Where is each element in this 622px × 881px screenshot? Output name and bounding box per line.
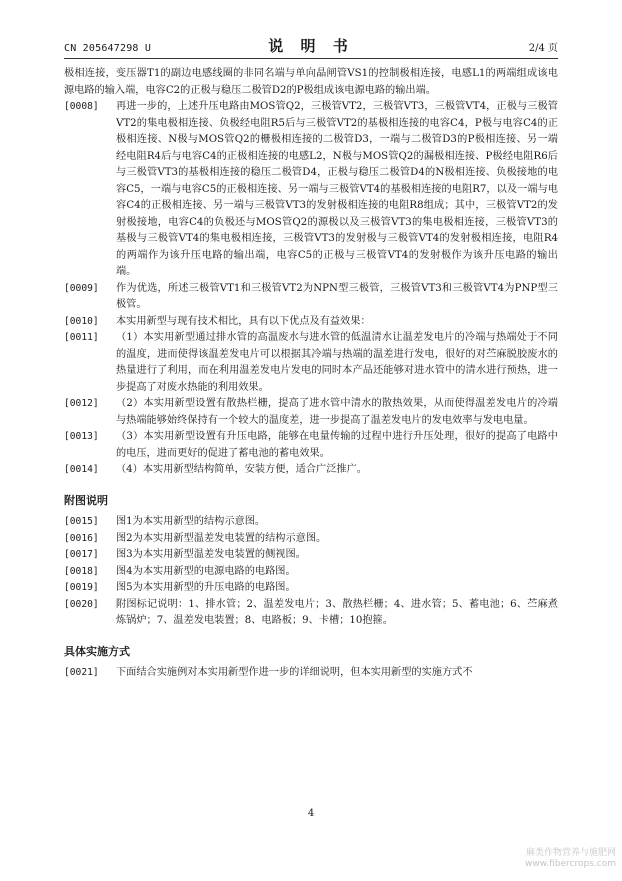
intro-continuation: 极相连接，变压器T1的副边电感线圈的非同名端与单向晶闸管VS1的控制极相连接，电感L1的两端组成该电源电路的输入端，电容C2的正极与稳压二极管D2的P极组成该电源电路的输出端。 bbox=[64, 68, 558, 96]
paragraph-text: 图4为本实用新型的电源电路的电路图。 bbox=[116, 565, 296, 577]
paragraph-text: 图1为本实用新型的结构示意图。 bbox=[116, 516, 266, 527]
paragraph bbox=[64, 580, 558, 597]
paragraph bbox=[64, 547, 558, 564]
paragraph-number: [0008] bbox=[64, 101, 99, 112]
watermark-url: www.fibercrops.com bbox=[525, 859, 616, 869]
paragraph-number: [0019] bbox=[64, 582, 99, 593]
paragraph-text: 图5为本实用新型的升压电路的电路图。 bbox=[116, 582, 296, 593]
paragraph-text: 本实用新型与现有技术相比，具有以下优点及有益效果： bbox=[116, 315, 371, 327]
watermark bbox=[525, 848, 616, 870]
paragraph-number: [0018] bbox=[64, 565, 99, 577]
paragraph-text: 附图标记说明：1、排水管；2、温差发电片；3、散热栏栅；4、进水管；5、蓄电池；6、苎麻煮炼锅炉；7、温差发电装置；8、电路板；9、卡槽；10抱箍。 bbox=[116, 598, 558, 626]
paragraph bbox=[64, 330, 558, 396]
paragraph-number: [0020] bbox=[64, 598, 99, 610]
paragraph bbox=[64, 597, 558, 630]
page-header bbox=[64, 32, 558, 59]
paragraph-number: [0013] bbox=[64, 431, 99, 442]
paragraph-number: [0021] bbox=[64, 667, 99, 678]
paragraph bbox=[64, 514, 558, 531]
paragraph bbox=[64, 396, 558, 429]
patent-number: CN 205647298 U bbox=[64, 43, 152, 54]
paragraph-group-embodiment bbox=[64, 665, 558, 682]
paragraph-text: （4）本实用新型结构简单，安装方便，适合广泛推广。 bbox=[116, 464, 367, 475]
paragraph-number: [0016] bbox=[64, 532, 99, 544]
paragraph-text: （1）本实用新型通过排水管的高温废水与进水管的低温清水让温差发电片的冷端与热端处于不同的温度，进而使得该温差发电片可以根据其冷端与热端的温差进行发电，很好的对苎麻脱胶废水的热量进行了利用，而在利用温差发电片发电的同时本产品还能够对进水管中的清水进行预热，进一步提高了对废水热能的利用效果。 bbox=[116, 332, 558, 393]
paragraph-text: （2）本实用新型设置有散热栏栅，提高了进水管中清水的散热效果，从而使得温差发电片的冷端与热端能够始终保持有一个较大的温度差，进一步提高了温差发电片的发电效率与发电电量。 bbox=[116, 398, 558, 426]
paragraph-group-advantages bbox=[64, 99, 558, 479]
paragraph bbox=[64, 314, 558, 331]
paragraph-number: [0011] bbox=[64, 332, 99, 343]
paragraph-number: [0015] bbox=[64, 516, 99, 527]
document-body bbox=[64, 66, 558, 682]
page-of-total: 2/4 页 bbox=[528, 43, 558, 54]
paragraph bbox=[64, 531, 558, 548]
paragraph-group-figures bbox=[64, 514, 558, 630]
paragraph-text: 再进一步的，上述升压电路由MOS管Q2，三极管VT2，三极管VT3，三极管VT4，正极与三极管VT2的集电极相连接、负极经电阻R5后与三极管VT2的基极相连接的电容C4，P极与电容C4的正极相连接、N极与MOS管Q2的栅极相连接的二极管D3，一端与二极管D3的P极相连接、另一端经电阻R4后与电容C4的正极相连接的电感L2，N极与MOS管Q2的漏极相连接、P极经电阻R6后与三极管VT3的基极相连接的稳压二极管D4，正极与稳压二极管D4的N极相连接、负极接地的电容C5，一端与电容C5的正极相连接、另一端与三极管VT4的基极相连接的电阻R7，以及一端与电容C4的正极相连接、另一端与三极管VT3的发射极相连接的电阻R8组成；其中，三极管VT2的发射极接地，电容C4的负极还与MOS管Q2的源极以及三极管VT3的集电极相连接，三极管VT3的基极与三极管VT4的集电极相连接，三极管VT3的发射极与三极管VT4的发射极相连接，电阻R4的两端作为该升压电路的输出端，电容C5的正极与三极管VT4的发射极作为该升压电路的输出端。 bbox=[116, 101, 558, 277]
paragraph-number: [0017] bbox=[64, 549, 99, 560]
paragraph bbox=[64, 665, 558, 682]
paragraph-number: [0010] bbox=[64, 315, 99, 327]
paragraph-text: 图3为本实用新型温差发电装置的侧视图。 bbox=[116, 549, 306, 560]
paragraph-text: 图2为本实用新型温差发电装置的结构示意图。 bbox=[116, 532, 327, 544]
section-heading-embodiment: 具体实施方式 bbox=[64, 644, 130, 658]
page-number: 4 bbox=[307, 808, 315, 819]
paragraph bbox=[64, 99, 558, 281]
section-heading-figures: 附图说明 bbox=[64, 493, 108, 507]
paragraph bbox=[64, 429, 558, 462]
paragraph-number: [0012] bbox=[64, 398, 99, 409]
paragraph-text: （3）本实用新型设置有升压电路，能够在电量传输的过程中进行升压处理，很好的提高了电路中的电压，进而更好的促进了蓄电池的蓄电效果。 bbox=[116, 431, 558, 459]
paragraph-number: [0009] bbox=[64, 282, 99, 294]
paragraph-text: 作为优选，所述三极管VT1和三极管VT2为NPN型三极管，三极管VT3和三极管VT4为PNP型三极管。 bbox=[116, 282, 558, 310]
paragraph bbox=[64, 462, 558, 479]
paragraph-number: [0014] bbox=[64, 464, 99, 475]
paragraph bbox=[64, 564, 558, 581]
paragraph-text: 下面结合实施例对本实用新型作进一步的详细说明，但本实用新型的实施方式不 bbox=[116, 667, 473, 678]
paragraph bbox=[64, 281, 558, 314]
document-title: 说 明 书 bbox=[268, 37, 354, 55]
watermark-site-name: 麻类作物营养与施肥网 bbox=[525, 848, 616, 858]
